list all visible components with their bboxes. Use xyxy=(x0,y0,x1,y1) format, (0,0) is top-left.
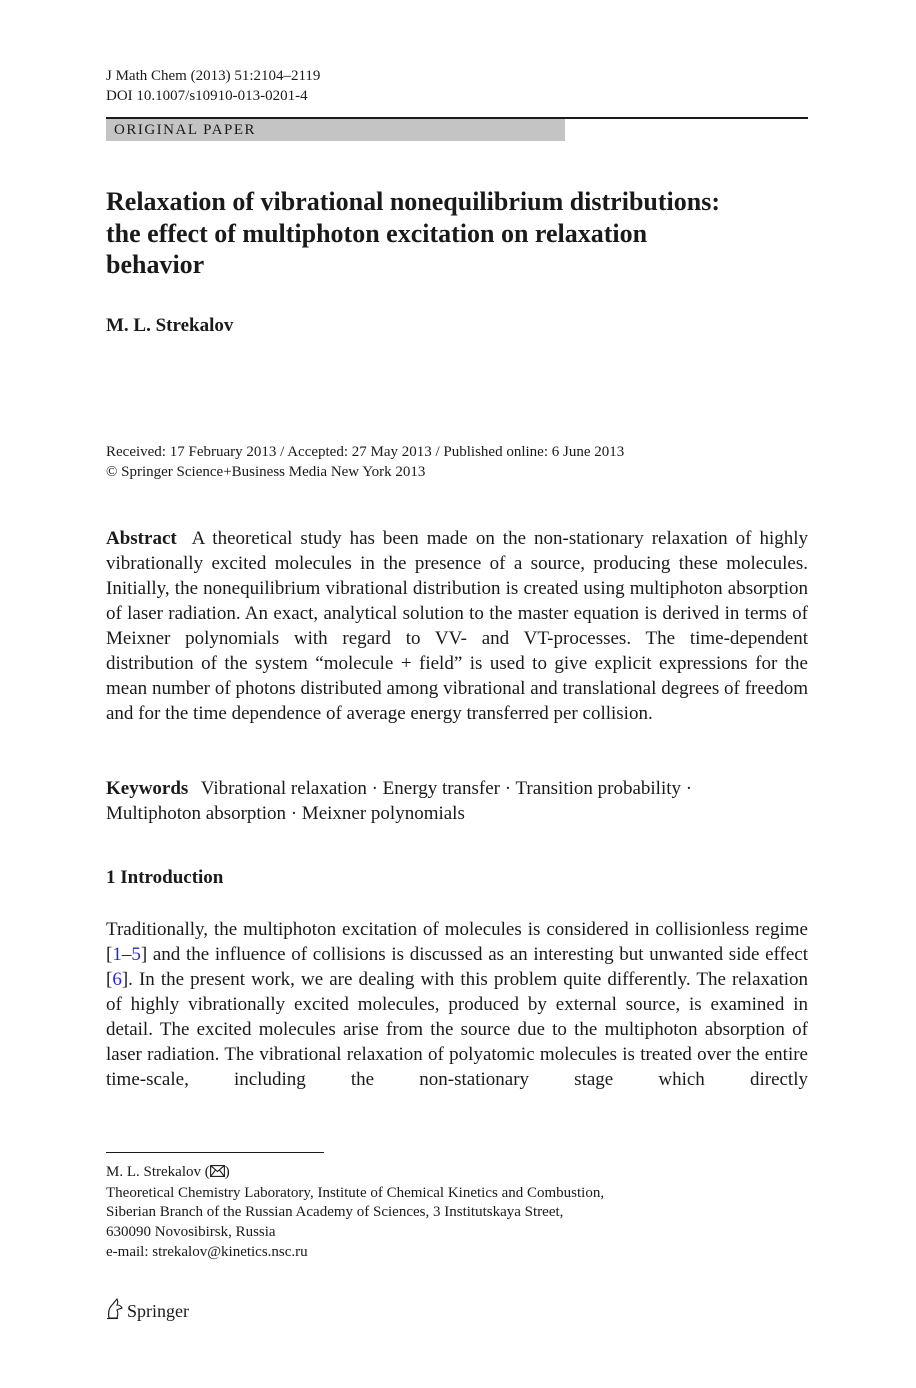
affiliation-line: Theoretical Chemistry Laboratory, Institute of Chemical Kinetics and Combustion, xyxy=(106,1184,605,1201)
intro-text: ] and the influence of collisions is discussed as an interesting but unwanted side effect [ xyxy=(106,944,808,990)
keywords-line: Multiphoton absorption · Meixner polynomials xyxy=(106,803,465,824)
copyright-line: © Springer Science+Business Media New York 2013 xyxy=(106,464,426,480)
footnote xyxy=(106,1163,604,1263)
citation-link[interactable]: 5 xyxy=(131,944,141,965)
footnote-rule xyxy=(106,1152,324,1153)
citation-link[interactable]: 6 xyxy=(112,969,122,990)
doi: DOI 10.1007/s10910-013-0201-4 xyxy=(106,88,308,104)
envelope-icon xyxy=(210,1164,225,1184)
footnote-author: M. L. Strekalov ( xyxy=(106,1164,210,1180)
publication-dates xyxy=(106,442,624,482)
publisher-logo xyxy=(106,1298,189,1324)
title-line: Relaxation of vibrational nonequilibrium distributions: xyxy=(106,187,720,216)
springer-horse-icon xyxy=(106,1298,127,1325)
affiliation-line: Siberian Branch of the Russian Academy of Sciences, 3 Institutskaya Street, xyxy=(106,1204,564,1221)
intro-text: ]. In the present work, we are dealing with this problem quite differently. The relaxation of highly vibrationally excited molecules, produced by external source, is examined in detail. The excited molecules arise from the source due to the multiphoton absorption of laser radiation. The vibrational relaxation of polyatomic molecules is treated over the entire time-scale, including the non-stationary stage which directly xyxy=(106,969,808,1090)
keywords xyxy=(106,776,808,826)
keywords-line: Vibrational relaxation · Energy transfer · Transition probability · xyxy=(200,778,693,799)
range-dash: – xyxy=(121,944,132,965)
publisher-name: Springer xyxy=(127,1300,189,1321)
section-title: Introduction xyxy=(120,867,224,888)
citation-link[interactable]: 1 xyxy=(112,944,122,965)
intro-paragraph xyxy=(106,917,808,1092)
history-dates: Received: 17 February 2013 / Accepted: 27 May 2013 / Published online: 6 June 2013 xyxy=(106,444,625,460)
abstract xyxy=(106,526,808,726)
intro-text: Traditionally, the multiphoton excitation of molecules is considered in collisionless regime [ xyxy=(106,919,808,965)
abstract-label: Abstract xyxy=(106,528,177,549)
paper-page xyxy=(106,0,808,1388)
affiliation-line: 630090 Novosibirsk, Russia xyxy=(106,1224,276,1241)
author-name: M. L. Strekalov xyxy=(106,315,234,336)
article-type-label: ORIGINAL PAPER xyxy=(114,122,256,138)
abstract-text: A theoretical study has been made on the non-stationary relaxation of highly vibrationally excited molecules in the presence of a source, producing these molecules. Initially, the nonequilibrium vibrational distribution is created using multiphoton absorption of laser radiation. An exact, analytical solution to the master equation is derived in terms of Meixner polynomials with regard to VV- and VT-processes. The time-dependent distribution of the system “molecule + field” is used to give explicit expressions for the mean number of photons distributed among vibrational and translational degrees of freedom and for the time dependence of average energy transferred per collision. xyxy=(106,528,809,724)
title-line: behavior xyxy=(106,250,205,279)
journal-info xyxy=(106,66,320,106)
email-line[interactable]: e-mail: strekalov@kinetics.nsc.ru xyxy=(106,1243,308,1260)
keywords-label: Keywords xyxy=(106,778,189,799)
corresponding-author xyxy=(106,1163,604,1184)
title-line: the effect of multiphoton excitation on relaxation xyxy=(106,218,648,248)
footnote-paren: ) xyxy=(224,1164,230,1180)
section-heading xyxy=(106,867,223,889)
journal-citation: J Math Chem (2013) 51:2104–2119 xyxy=(106,68,321,84)
paper-title xyxy=(106,186,786,281)
section-number: 1 xyxy=(106,867,116,888)
